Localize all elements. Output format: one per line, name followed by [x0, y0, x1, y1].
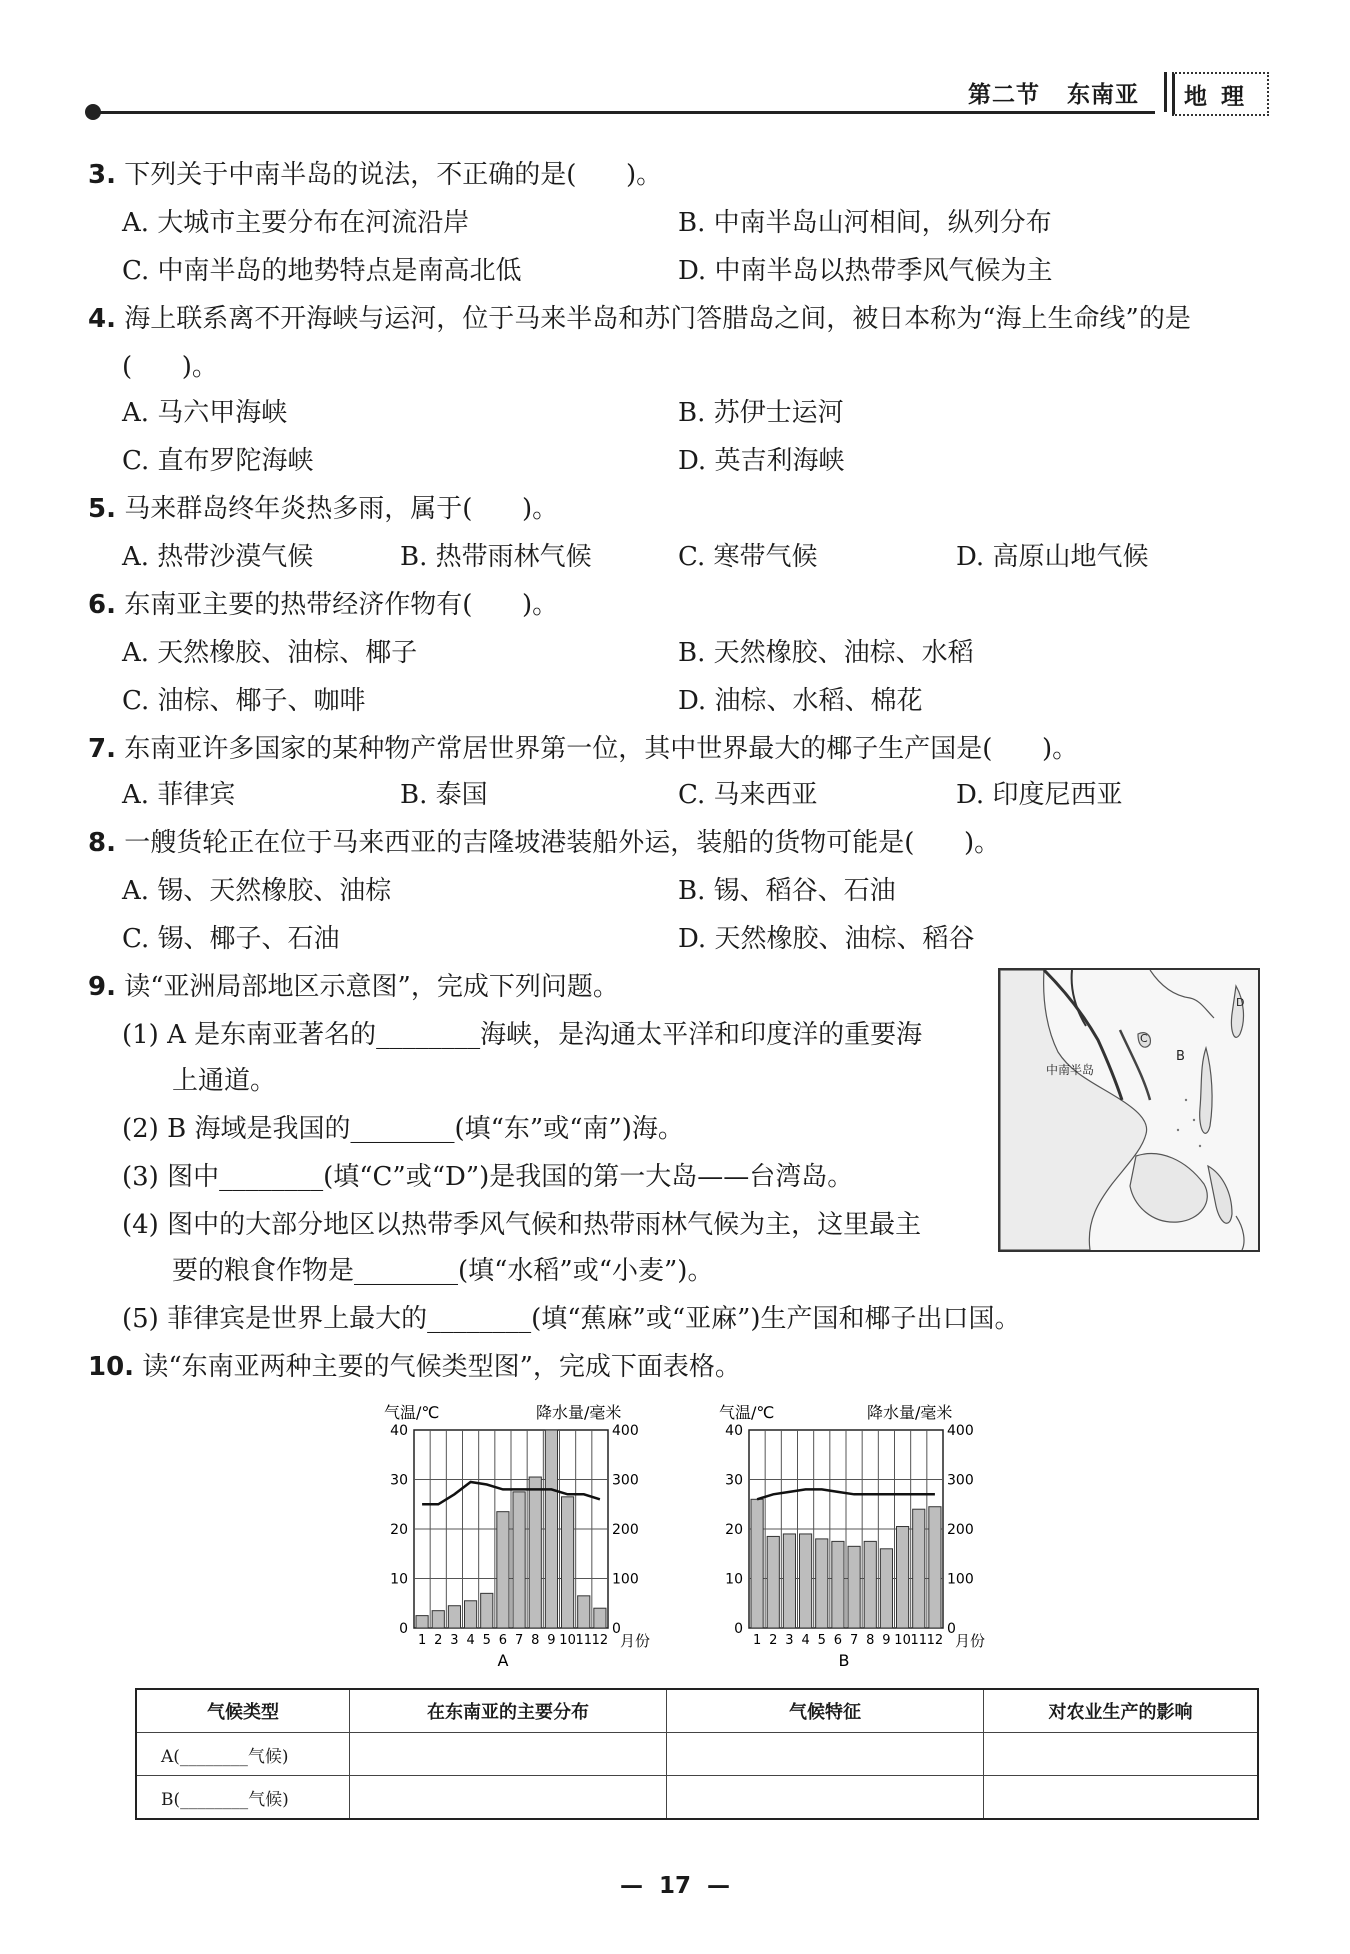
chart-a-ylabel-left: 气温/℃	[384, 1403, 440, 1422]
chart-a-right-tick: 100	[612, 1571, 639, 1588]
chart-a-precip-bar-7	[513, 1492, 525, 1628]
chart-b-left-tick: 10	[725, 1571, 743, 1588]
row-a-features-cell[interactable]	[667, 1733, 984, 1776]
chart-a-month-tick: 12	[591, 1633, 609, 1648]
chart-b-precip-bar-1	[751, 1499, 763, 1628]
q6-option-a[interactable]: A. 天然橡胶、油棕、椰子	[122, 638, 418, 668]
chart-b-right-tick: 400	[947, 1423, 974, 1439]
chart-a-month-tick: 6	[498, 1633, 508, 1648]
chart-a-month-tick: 3	[450, 1633, 459, 1648]
chart-b-ylabel-right: 降水量/毫米	[867, 1403, 953, 1422]
row-a-distribution-cell[interactable]	[350, 1733, 667, 1776]
chart-a-month-tick: 1	[417, 1633, 427, 1648]
question-4: 4. 海上联系离不开海峡与运河，位于马来半岛和苏门答腊岛之间，被日本称为“海上生命线”的是	[88, 304, 1191, 334]
question-9: 9. 读“亚洲局部地区示意图”，完成下列问题。	[88, 972, 619, 1002]
q4-option-b[interactable]: B. 苏伊士运河	[678, 398, 844, 428]
chart-b-month-tick: 7	[849, 1633, 859, 1648]
chart-a-precip-bar-3	[448, 1606, 460, 1628]
q6-option-c[interactable]: C. 油棕、椰子、咖啡	[122, 686, 366, 716]
header-divider	[1164, 72, 1167, 112]
chart-b-right-tick: 100	[947, 1571, 974, 1588]
q5-option-a[interactable]: A. 热带沙漠气候	[122, 542, 314, 572]
chart-b-month-tick: 11	[910, 1633, 928, 1648]
question-3: 3. 下列关于中南半岛的说法，不正确的是( )。	[88, 160, 663, 190]
chart-a-month-tick: 11	[575, 1633, 593, 1648]
chart-a-precip-bar-2	[432, 1611, 444, 1628]
q9-part-2: (2) B 海域是我国的________(填“东”或“南”)海。	[122, 1114, 684, 1144]
q7-option-c[interactable]: C. 马来西亚	[678, 780, 818, 810]
q9-part-4-cont: 要的粮食作物是________(填“水稻”或“小麦”)。	[172, 1256, 714, 1286]
chart-b-left-tick: 30	[725, 1472, 743, 1489]
page-number: — 17 —	[620, 1873, 731, 1899]
q5-option-c[interactable]: C. 寒带气候	[678, 542, 818, 572]
chart-a-caption: A	[497, 1651, 509, 1670]
q9-part-5: (5) 菲律宾是世界上最大的________(填“蕉麻”或“亚麻”)生产国和椰子出口国。	[122, 1304, 1021, 1334]
row-b-distribution-cell[interactable]	[350, 1776, 667, 1820]
chart-a-month-tick: 7	[514, 1633, 524, 1648]
chart-a-ylabel-right: 降水量/毫米	[536, 1403, 622, 1422]
question-5: 5. 马来群岛终年炎热多雨，属于( )。	[88, 494, 559, 524]
chart-a-precip-bar-5	[481, 1593, 493, 1628]
q5-option-b[interactable]: B. 热带雨林气候	[400, 542, 592, 572]
q9-part-4: (4) 图中的大部分地区以热带季风气候和热带雨林气候为主，这里最主	[122, 1210, 922, 1240]
chart-b-month-tick: 4	[801, 1633, 810, 1648]
chart-b-right-tick: 0	[947, 1621, 956, 1637]
q3-option-c[interactable]: C. 中南半岛的地势特点是南高北低	[122, 256, 522, 286]
q8-option-b[interactable]: B. 锡、稻谷、石油	[678, 876, 896, 906]
chart-a-precip-bar-6	[497, 1512, 509, 1628]
q4-option-a[interactable]: A. 马六甲海峡	[122, 398, 288, 428]
chart-b-ylabel-left: 气温/℃	[719, 1403, 775, 1422]
q8-option-c[interactable]: C. 锡、椰子、石油	[122, 924, 340, 954]
question-6: 6. 东南亚主要的热带经济作物有( )。	[88, 590, 559, 620]
table-row	[136, 1776, 1258, 1820]
chart-b-precip-bar-3	[783, 1534, 795, 1628]
q6-option-d[interactable]: D. 油棕、水稻、棉花	[678, 686, 923, 716]
map-label-peninsula: 中南半岛	[1046, 1063, 1095, 1077]
chart-a-precip-bar-4	[465, 1601, 477, 1628]
chart-a-left-tick: 0	[399, 1621, 408, 1637]
q8-option-a[interactable]: A. 锡、天然橡胶、油棕	[122, 876, 392, 906]
q9-part-3: (3) 图中________(填“C”或“D”)是我国的第一大岛——台湾岛。	[122, 1162, 854, 1192]
chart-a-left-tick: 20	[390, 1522, 408, 1538]
q7-option-d[interactable]: D. 印度尼西亚	[956, 780, 1123, 810]
chart-a-precip-bar-8	[529, 1477, 541, 1628]
q8-option-d[interactable]: D. 天然橡胶、油棕、稻谷	[678, 924, 975, 954]
chart-a-month-tick: 2	[434, 1633, 443, 1648]
q4-option-c[interactable]: C. 直布罗陀海峡	[122, 446, 314, 476]
chart-b-month-tick: 10	[894, 1633, 911, 1648]
asia-region-map	[998, 968, 1260, 1252]
chart-b-xlabel: 月份	[955, 1632, 986, 1650]
chart-b-precip-bar-5	[816, 1539, 828, 1628]
header-distribution: 在东南亚的主要分布	[350, 1689, 667, 1733]
question-10: 10. 读“东南亚两种主要的气候类型图”，完成下面表格。	[88, 1352, 741, 1382]
chart-a-precip-bar-11	[578, 1596, 590, 1628]
header-climate-features: 气候特征	[667, 1689, 984, 1733]
chart-b-precip-bar-7	[848, 1546, 860, 1628]
chart-a-right-tick: 400	[612, 1423, 639, 1439]
chart-a-month-tick: 10	[559, 1633, 576, 1648]
chart-a-right-tick: 0	[612, 1621, 621, 1637]
climate-table	[135, 1688, 1259, 1820]
row-a-impact-cell[interactable]	[984, 1733, 1259, 1776]
chart-b-precip-bar-4	[800, 1534, 812, 1628]
chart-a-precip-bar-9	[545, 1430, 557, 1628]
subject-label: 地理	[1172, 72, 1269, 116]
q9-part-1-cont: 上通道。	[172, 1066, 277, 1096]
chart-b-precip-bar-8	[864, 1541, 876, 1628]
map-label-b: B	[1176, 1049, 1185, 1064]
chart-a-left-tick: 10	[390, 1571, 408, 1588]
row-b-features-cell[interactable]	[667, 1776, 984, 1820]
q4-option-d[interactable]: D. 英吉利海峡	[678, 446, 845, 476]
chart-b-caption: B	[838, 1651, 850, 1670]
chart-a-month-tick: 4	[466, 1633, 475, 1648]
q9-part-1: (1) A 是东南亚著名的________海峡，是沟通太平洋和印度洋的重要海	[122, 1020, 923, 1050]
row-b-label: B(________气候)	[136, 1776, 350, 1820]
chart-b-precip-bar-2	[767, 1536, 779, 1628]
chart-b-precip-bar-6	[832, 1541, 844, 1628]
header-agriculture-impact: 对农业生产的影响	[984, 1689, 1259, 1733]
q5-option-d[interactable]: D. 高原山地气候	[956, 542, 1149, 572]
chart-a-xlabel: 月份	[620, 1632, 651, 1650]
row-b-impact-cell[interactable]	[984, 1776, 1259, 1820]
chart-b-precip-bar-12	[929, 1507, 941, 1628]
chart-b-month-tick: 1	[752, 1633, 762, 1648]
chart-b-month-tick: 9	[882, 1633, 891, 1648]
q6-option-b[interactable]: B. 天然橡胶、油棕、水稻	[678, 638, 974, 668]
chart-b-month-tick: 6	[833, 1633, 843, 1648]
map-label-c: C	[1140, 1032, 1148, 1045]
q7-option-b[interactable]: B. 泰国	[400, 780, 488, 810]
section-title: 第二节 东南亚	[968, 81, 1140, 108]
map-label-d: D	[1236, 996, 1245, 1009]
question-7: 7. 东南亚许多国家的某种物产常居世界第一位，其中世界最大的椰子生产国是( )。	[88, 734, 1079, 764]
chart-b-month-tick: 3	[785, 1633, 794, 1648]
header-climate-type: 气候类型	[136, 1689, 350, 1733]
table-header-row	[136, 1689, 1258, 1733]
chart-b-precip-bar-11	[913, 1509, 925, 1628]
chart-b-month-tick: 5	[817, 1633, 826, 1648]
chart-a-precip-bar-10	[562, 1497, 574, 1628]
question-4-blank: ( )。	[122, 352, 218, 382]
chart-b-left-tick: 20	[725, 1522, 743, 1538]
q3-option-d[interactable]: D. 中南半岛以热带季风气候为主	[678, 256, 1053, 286]
chart-b-right-tick: 300	[947, 1472, 974, 1489]
chart-a-month-tick: 8	[531, 1633, 540, 1648]
chart-b-month-tick: 8	[866, 1633, 875, 1648]
map-svg	[1000, 970, 1258, 1250]
chart-b-left-tick: 0	[734, 1621, 743, 1637]
chart-a-left-tick: 30	[390, 1472, 408, 1489]
chart-a-right-tick: 300	[612, 1472, 639, 1489]
table-row	[136, 1733, 1258, 1776]
chart-a-right-tick: 200	[612, 1522, 639, 1538]
q3-option-a[interactable]: A. 大城市主要分布在河流沿岸	[122, 208, 470, 238]
chart-a-precip-bar-12	[594, 1608, 606, 1628]
chart-b-precip-bar-9	[880, 1549, 892, 1628]
chart-a-left-tick: 40	[390, 1423, 408, 1439]
chart-b-right-tick: 200	[947, 1522, 974, 1538]
chart-a-precip-bar-1	[416, 1616, 428, 1628]
q3-option-b[interactable]: B. 中南半岛山河相间，纵列分布	[678, 208, 1052, 238]
question-8: 8. 一艘货轮正在位于马来西亚的吉隆坡港装船外运，装船的货物可能是( )。	[88, 828, 1001, 858]
chart-b-precip-bar-10	[897, 1527, 909, 1628]
header-rule	[90, 111, 1155, 114]
q7-option-a[interactable]: A. 菲律宾	[122, 780, 236, 810]
climate-chart-b	[705, 1400, 1005, 1670]
chart-b-month-tick: 12	[926, 1633, 944, 1648]
row-a-label: A(________气候)	[136, 1733, 350, 1776]
chart-a-month-tick: 5	[482, 1633, 491, 1648]
chart-b-left-tick: 40	[725, 1423, 743, 1439]
chart-b-month-tick: 2	[769, 1633, 778, 1648]
climate-chart-a	[370, 1400, 670, 1670]
chart-a-month-tick: 9	[547, 1633, 556, 1648]
